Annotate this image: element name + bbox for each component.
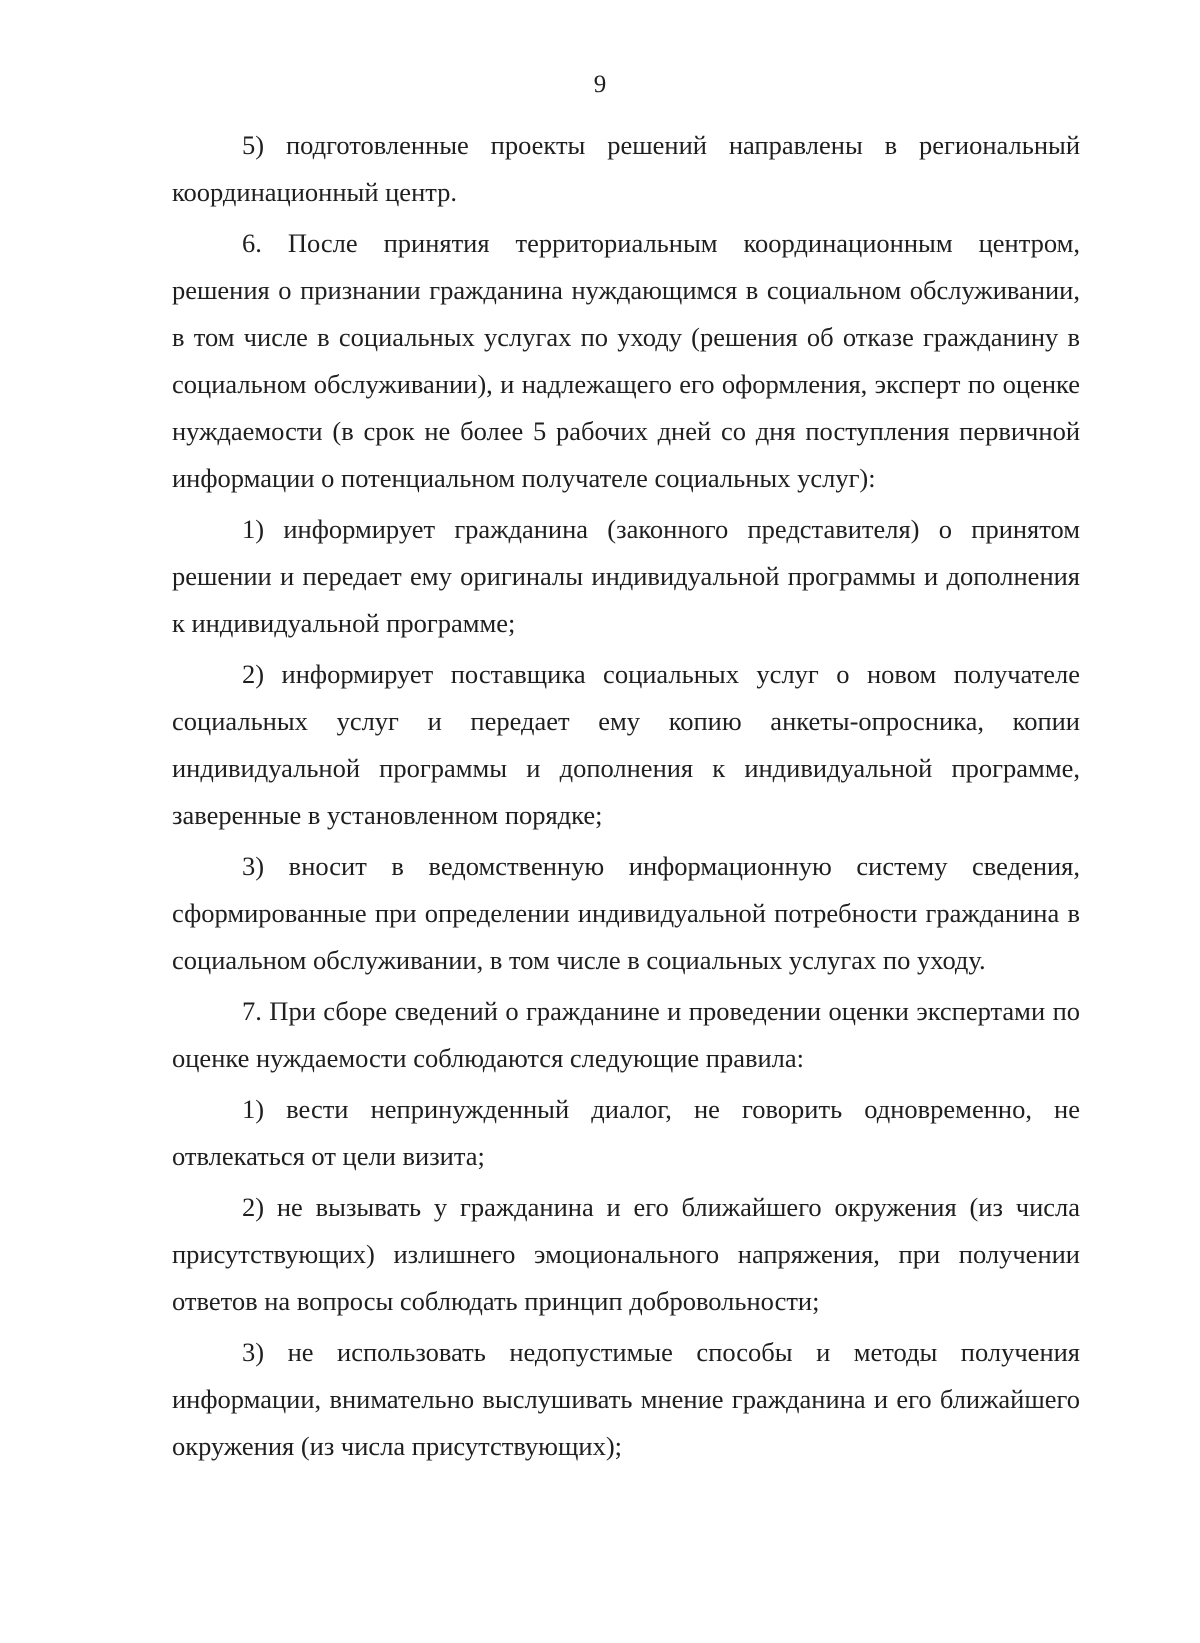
document-body xyxy=(172,122,1080,1474)
paragraph-rule-1: 1) вести непринужденный диалог, не говорить одновременно, не отвлекаться от цели визита; xyxy=(172,1094,1080,1171)
paragraph-rule-3: 3) не использовать недопустимые способы и методы получения информации, внимательно выслушивать мнение гражданина и его ближайшего окружения (из числа присутствующих); xyxy=(172,1337,1080,1461)
paragraph-section-6: 6. После принятия территориальным координационным центром, решения о признании гражданина нуждающимся в социальном обслуживании, в том числе в социальных услугах по уходу (решения об отказе гражданину в социальном обслуживании), и надлежащего его оформления, эксперт по оценке нуждаемости (в срок не более 5 рабочих дней со дня поступления первичной информации о потенциальном получателе социальных услуг): xyxy=(172,228,1080,493)
paragraph-item-3-enter-data: 3) вносит в ведомственную информационную систему сведения, сформированные при определении индивидуальной потребности гражданина в социальном обслуживании, в том числе в социальных услугах по уходу. xyxy=(172,851,1080,975)
page-number: 9 xyxy=(593,71,607,98)
paragraph-item-1-inform-citizen: 1) информирует гражданина (законного представителя) о принятом решении и передает ему оригиналы индивидуальной программы и дополнения к индивидуальной программе; xyxy=(172,514,1080,638)
paragraph-item-2-inform-provider: 2) информирует поставщика социальных услуг о новом получателе социальных услуг и передает ему копию анкеты-опросника, копии индивидуальной программы и дополнения к индивидуальной программе, заверенные в установленном порядке; xyxy=(172,659,1080,830)
paragraph-rule-2: 2) не вызывать у гражданина и его ближайшего окружения (из числа присутствующих) излишнего эмоционального напряжения, при получении ответов на вопросы соблюдать принцип добровольности; xyxy=(172,1192,1080,1316)
paragraph-section-7: 7. При сборе сведений о гражданине и проведении оценки экспертами по оценке нуждаемости соблюдаются следующие правила: xyxy=(172,996,1080,1073)
paragraph-item-5: 5) подготовленные проекты решений направлены в региональный координационный центр. xyxy=(172,130,1080,207)
